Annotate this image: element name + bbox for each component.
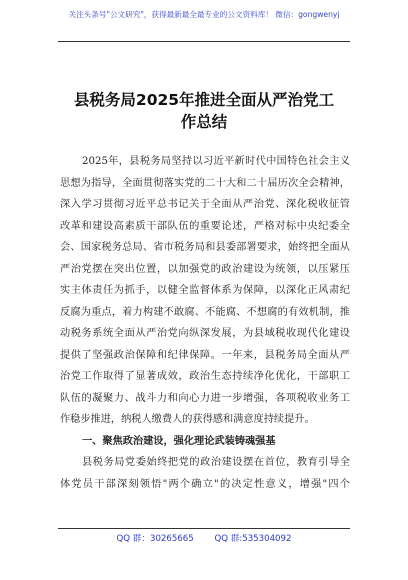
paragraph-line: 深入学习贯彻习近平总书记关于全面从严治党、深化税收征管 (60, 199, 350, 210)
paragraph-line: 实主体责任为抓手，以健全监督体系为保障，以深化正风肃纪 (60, 285, 350, 296)
document-title (60, 89, 348, 133)
footer-qq-group-2: QQ 群:535304092 (214, 534, 292, 544)
paragraph-line: 队伍的凝聚力、战斗力和向心力进一步增强，各项税收业务工 (60, 392, 350, 404)
document-body (60, 151, 350, 495)
paragraph-line: 思想为指导，全面贯彻落实党的二十大和二十届历次全会精神， (60, 177, 350, 189)
paragraph-line: 严治党摆在突出位置，以加强党的政治建设为统领，以压紧压 (60, 263, 350, 275)
paragraph-line: 2025年，县税务局坚持以习近平新时代中国特色社会主义 (82, 156, 350, 167)
footer-divider (58, 528, 350, 529)
paragraph-line: 作稳步推进，纳税人缴费人的获得感和满意度持续提升。 (60, 414, 315, 425)
paragraph-line: 提供了坚强政治保障和纪律保障。一年来，县税务局全面从严 (60, 349, 350, 361)
title-line: 县税务局2025年推进全面从严治党工 (73, 91, 335, 109)
paragraph-line: 体党员干部深刻领悟"两个确立"的决定性意义，增强"四个 (60, 478, 350, 490)
header-note: 关注头条号"公文研究"，获得最新最全最专业的公文资料库！ 微信：gongwenyj (68, 10, 340, 19)
header-divider (58, 41, 350, 42)
section-heading: 一、聚焦政治建设，强化理论武装铸魂强基 (82, 435, 276, 447)
footer-qq-group-1: QQ 群：30265665 (116, 534, 194, 544)
paragraph-line: 县税务局党委始终把党的政治建设摆在首位，教育引导全 (82, 457, 350, 468)
paragraph-line: 会、国家税务总局、省市税务局和县委部署要求，始终把全面从 (60, 242, 350, 253)
paragraph-line: 动税务系统全面从严治党向纵深发展，为县域税收现代化建设 (60, 328, 350, 339)
paragraph-line: 治党工作取得了显著成效，政治生态持续净化优化，干部职工 (60, 371, 350, 382)
paragraph-line: 反腐为重点，着力构建不敢腐、不能腐、不想腐的有效机制，推 (60, 306, 350, 318)
title-line: 作总结 (180, 113, 228, 131)
footer (0, 532, 408, 544)
paragraph-line: 改革和建设高素质干部队伍的重要论述，严格对标中央纪委全 (60, 220, 350, 232)
